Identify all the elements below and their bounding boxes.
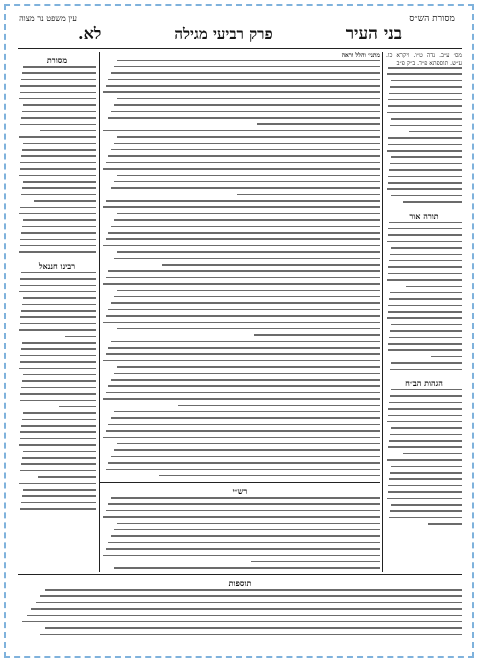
text-line bbox=[23, 66, 96, 68]
text-line bbox=[390, 163, 462, 165]
text-line bbox=[36, 602, 462, 604]
text-line bbox=[390, 330, 462, 332]
text-line bbox=[117, 523, 380, 525]
text-line bbox=[117, 251, 380, 253]
header-titles bbox=[78, 24, 402, 44]
left-column-heading: מסורת bbox=[46, 55, 68, 65]
text-line bbox=[21, 463, 96, 465]
text-line bbox=[117, 175, 380, 177]
text-line bbox=[117, 290, 380, 292]
text-line bbox=[106, 392, 380, 394]
text-line bbox=[391, 324, 462, 326]
commentary-heading: רש״י bbox=[232, 486, 248, 496]
text-line bbox=[108, 424, 380, 426]
text-line bbox=[390, 86, 462, 88]
text-line bbox=[19, 368, 96, 370]
text-line bbox=[22, 226, 96, 228]
text-line bbox=[19, 291, 96, 293]
text-line bbox=[111, 456, 380, 458]
text-line bbox=[117, 136, 380, 138]
text-line bbox=[390, 395, 462, 397]
text-line bbox=[21, 232, 96, 234]
text-line bbox=[388, 349, 462, 351]
text-line bbox=[111, 149, 380, 151]
text-line bbox=[21, 155, 96, 157]
main-text-lead bbox=[100, 52, 380, 60]
header-folio-left: עין משפט נר מצוה bbox=[19, 14, 77, 23]
text-line bbox=[117, 60, 380, 62]
text-line bbox=[114, 373, 380, 375]
text-line bbox=[103, 168, 380, 170]
text-line bbox=[106, 200, 380, 202]
text-line bbox=[20, 168, 96, 170]
header-tractate-title: פרק רביעי מגילה bbox=[174, 25, 273, 43]
text-line bbox=[428, 523, 462, 525]
text-line bbox=[40, 130, 96, 132]
text-line bbox=[108, 79, 380, 81]
text-line bbox=[108, 347, 380, 349]
text-line bbox=[20, 431, 96, 433]
text-line bbox=[390, 472, 462, 474]
main-lead-word: מתני׳ bbox=[367, 52, 380, 59]
text-line bbox=[114, 66, 380, 68]
text-line bbox=[21, 79, 96, 81]
text-line bbox=[19, 444, 96, 446]
text-line bbox=[117, 98, 380, 100]
text-line bbox=[387, 317, 462, 319]
text-line bbox=[23, 143, 96, 145]
text-line bbox=[108, 462, 380, 464]
text-line bbox=[45, 627, 462, 629]
text-line bbox=[31, 608, 462, 610]
text-line bbox=[23, 181, 96, 183]
text-line bbox=[20, 124, 96, 126]
text-line bbox=[114, 529, 380, 531]
header-rule bbox=[18, 48, 462, 49]
text-line bbox=[389, 222, 462, 224]
text-line bbox=[106, 85, 380, 87]
text-line bbox=[390, 434, 462, 436]
text-line bbox=[387, 73, 462, 75]
text-line bbox=[106, 238, 380, 240]
text-line bbox=[103, 437, 380, 439]
text-line bbox=[106, 510, 380, 512]
text-line bbox=[20, 162, 96, 164]
text-line bbox=[111, 111, 380, 113]
text-line bbox=[19, 329, 96, 331]
text-line bbox=[108, 503, 380, 505]
text-line bbox=[114, 411, 380, 413]
main-text-block bbox=[100, 52, 380, 482]
text-line bbox=[389, 440, 462, 442]
text-line bbox=[390, 254, 462, 256]
text-line bbox=[106, 277, 380, 279]
text-line bbox=[391, 156, 462, 158]
left-column-text-block bbox=[18, 272, 96, 515]
text-line bbox=[389, 517, 462, 519]
text-line bbox=[111, 497, 380, 499]
text-line bbox=[103, 91, 380, 93]
text-line bbox=[106, 162, 380, 164]
right-column-text-block bbox=[386, 222, 462, 375]
text-line bbox=[19, 98, 96, 100]
text-line bbox=[387, 188, 462, 190]
text-line bbox=[391, 466, 462, 468]
text-line bbox=[388, 67, 462, 69]
text-line bbox=[23, 297, 96, 299]
text-line bbox=[22, 342, 96, 344]
text-line bbox=[20, 438, 96, 440]
talmud-page bbox=[18, 14, 462, 638]
text-line bbox=[20, 85, 96, 87]
text-line bbox=[20, 355, 96, 357]
main-text-lines bbox=[100, 60, 380, 482]
text-line bbox=[254, 334, 380, 336]
text-line bbox=[391, 389, 462, 391]
main-lead-word-2: והלל bbox=[355, 52, 366, 59]
text-line bbox=[388, 485, 462, 487]
text-line bbox=[19, 483, 96, 485]
text-line bbox=[20, 393, 96, 395]
text-line bbox=[114, 567, 380, 569]
text-line bbox=[106, 469, 380, 471]
text-line bbox=[388, 305, 462, 307]
text-line bbox=[387, 241, 462, 243]
text-line bbox=[22, 304, 96, 306]
text-line bbox=[21, 194, 96, 196]
text-line bbox=[111, 417, 380, 419]
text-line bbox=[59, 406, 96, 408]
text-line bbox=[103, 206, 380, 208]
header-folio-right: מסורת הש״ס bbox=[409, 14, 455, 24]
text-line bbox=[431, 356, 462, 358]
text-line bbox=[114, 258, 380, 260]
text-line bbox=[388, 228, 462, 230]
text-line bbox=[19, 136, 96, 138]
text-line bbox=[111, 72, 380, 74]
text-line bbox=[22, 111, 96, 113]
right-column-text-block bbox=[386, 67, 462, 208]
text-line bbox=[387, 421, 462, 423]
text-line bbox=[108, 117, 380, 119]
text-line bbox=[390, 369, 462, 371]
text-line bbox=[388, 105, 462, 107]
text-line bbox=[27, 615, 462, 617]
main-lead-word-3: וראה bbox=[341, 52, 354, 59]
text-line bbox=[108, 309, 380, 311]
text-line bbox=[103, 555, 380, 557]
text-line bbox=[23, 219, 96, 221]
text-line bbox=[40, 595, 462, 597]
header-chapter-title: בני העיר bbox=[345, 24, 402, 44]
text-line bbox=[388, 343, 462, 345]
text-line bbox=[108, 270, 380, 272]
text-line bbox=[159, 475, 380, 477]
text-line bbox=[21, 310, 96, 312]
text-line bbox=[391, 80, 462, 82]
text-line bbox=[20, 278, 96, 280]
text-line bbox=[387, 459, 462, 461]
left-margin-column bbox=[18, 52, 100, 572]
text-line bbox=[403, 201, 462, 203]
text-line bbox=[23, 104, 96, 106]
right-margin-column bbox=[382, 52, 462, 572]
text-line bbox=[391, 247, 462, 249]
text-line bbox=[388, 176, 462, 178]
right-column-section-heading: הגהות הב״ח bbox=[405, 377, 443, 388]
text-line bbox=[21, 272, 96, 274]
text-line bbox=[103, 398, 380, 400]
text-line bbox=[21, 425, 96, 427]
text-line bbox=[19, 213, 96, 215]
text-line bbox=[106, 315, 380, 317]
text-line bbox=[117, 443, 380, 445]
text-line bbox=[406, 286, 462, 288]
text-line bbox=[20, 207, 96, 209]
text-line bbox=[103, 322, 380, 324]
header-page-number: לא. bbox=[78, 24, 102, 43]
text-line bbox=[103, 130, 380, 132]
text-line bbox=[391, 427, 462, 429]
commentary-text-lines bbox=[100, 497, 380, 574]
text-line bbox=[403, 453, 462, 455]
page-header bbox=[18, 14, 462, 48]
text-line bbox=[20, 316, 96, 318]
text-line bbox=[389, 478, 462, 480]
text-line bbox=[20, 285, 96, 287]
text-line bbox=[19, 175, 96, 177]
text-line bbox=[103, 245, 380, 247]
text-line bbox=[103, 516, 380, 518]
text-line bbox=[387, 150, 462, 152]
text-line bbox=[387, 279, 462, 281]
text-line bbox=[40, 634, 462, 636]
text-line bbox=[22, 621, 462, 623]
text-line bbox=[391, 118, 462, 120]
text-line bbox=[389, 169, 462, 171]
left-column-text-block bbox=[18, 66, 96, 258]
text-line bbox=[108, 385, 380, 387]
bottom-commentary-heading: תוספות bbox=[228, 578, 252, 588]
text-line bbox=[237, 194, 380, 196]
right-column-text-block bbox=[386, 389, 462, 530]
text-line bbox=[20, 239, 96, 241]
text-line bbox=[391, 504, 462, 506]
text-line bbox=[388, 311, 462, 313]
text-line bbox=[111, 226, 380, 228]
text-line bbox=[103, 283, 380, 285]
text-line bbox=[117, 328, 380, 330]
text-line bbox=[22, 419, 96, 421]
text-line bbox=[114, 143, 380, 145]
text-line bbox=[22, 187, 96, 189]
text-line bbox=[388, 273, 462, 275]
text-line bbox=[45, 589, 462, 591]
text-line bbox=[387, 498, 462, 500]
text-line bbox=[389, 337, 462, 339]
text-line bbox=[34, 200, 96, 202]
text-line bbox=[114, 219, 380, 221]
left-column-section-heading: רבינו חננאל bbox=[38, 260, 76, 271]
text-line bbox=[22, 495, 96, 497]
text-line bbox=[388, 99, 462, 101]
text-line bbox=[114, 104, 380, 106]
text-line bbox=[391, 195, 462, 197]
text-line bbox=[65, 336, 96, 338]
text-line bbox=[20, 245, 96, 247]
text-line bbox=[106, 548, 380, 550]
text-line bbox=[251, 561, 380, 563]
text-line bbox=[111, 341, 380, 343]
text-line bbox=[21, 348, 96, 350]
text-line bbox=[114, 181, 380, 183]
text-line bbox=[111, 535, 380, 537]
bottom-commentary-block bbox=[18, 574, 462, 637]
text-line bbox=[103, 360, 380, 362]
right-column-intro: מס׳ ע״ב. נדה ט״ו. ויקרא כו. ע״ש. תוספתא פ״ד. ב״ק פ״ב bbox=[386, 52, 462, 67]
text-line bbox=[22, 457, 96, 459]
text-line bbox=[388, 144, 462, 146]
commentary-block bbox=[100, 482, 380, 573]
text-line bbox=[388, 415, 462, 417]
text-line bbox=[23, 489, 96, 491]
text-line bbox=[388, 408, 462, 410]
text-line bbox=[20, 400, 96, 402]
text-line bbox=[117, 366, 380, 368]
text-line bbox=[108, 542, 380, 544]
text-line bbox=[389, 298, 462, 300]
text-line bbox=[20, 323, 96, 325]
text-line bbox=[23, 451, 96, 453]
text-line bbox=[390, 510, 462, 512]
text-line bbox=[389, 93, 462, 95]
text-line bbox=[21, 502, 96, 504]
text-line bbox=[111, 302, 380, 304]
text-line bbox=[114, 449, 380, 451]
text-line bbox=[391, 362, 462, 364]
text-line bbox=[20, 508, 96, 510]
text-line bbox=[388, 446, 462, 448]
text-line bbox=[388, 234, 462, 236]
text-line bbox=[111, 187, 380, 189]
text-line bbox=[20, 92, 96, 94]
text-line bbox=[388, 182, 462, 184]
text-line bbox=[178, 405, 380, 407]
text-line bbox=[108, 232, 380, 234]
text-line bbox=[106, 353, 380, 355]
text-line bbox=[389, 402, 462, 404]
text-line bbox=[409, 131, 462, 133]
text-line bbox=[117, 213, 380, 215]
text-line bbox=[23, 412, 96, 414]
text-line bbox=[388, 137, 462, 139]
text-line bbox=[21, 117, 96, 119]
text-line bbox=[21, 387, 96, 389]
text-line bbox=[257, 123, 380, 125]
text-line bbox=[20, 470, 96, 472]
text-line bbox=[390, 292, 462, 294]
text-line bbox=[108, 155, 380, 157]
text-line bbox=[106, 430, 380, 432]
text-line bbox=[387, 112, 462, 114]
text-line bbox=[38, 476, 96, 478]
bottom-commentary-lines bbox=[18, 589, 462, 640]
text-line bbox=[114, 296, 380, 298]
text-line bbox=[389, 260, 462, 262]
text-line bbox=[22, 380, 96, 382]
text-line bbox=[19, 251, 96, 253]
text-line bbox=[388, 266, 462, 268]
text-line bbox=[22, 72, 96, 74]
right-column-section-heading: תורה אור bbox=[409, 210, 439, 221]
text-line bbox=[111, 379, 380, 381]
text-line bbox=[20, 361, 96, 363]
text-line bbox=[162, 264, 380, 266]
text-line bbox=[388, 491, 462, 493]
text-line bbox=[22, 149, 96, 151]
text-line bbox=[23, 374, 96, 376]
text-line bbox=[390, 125, 462, 127]
